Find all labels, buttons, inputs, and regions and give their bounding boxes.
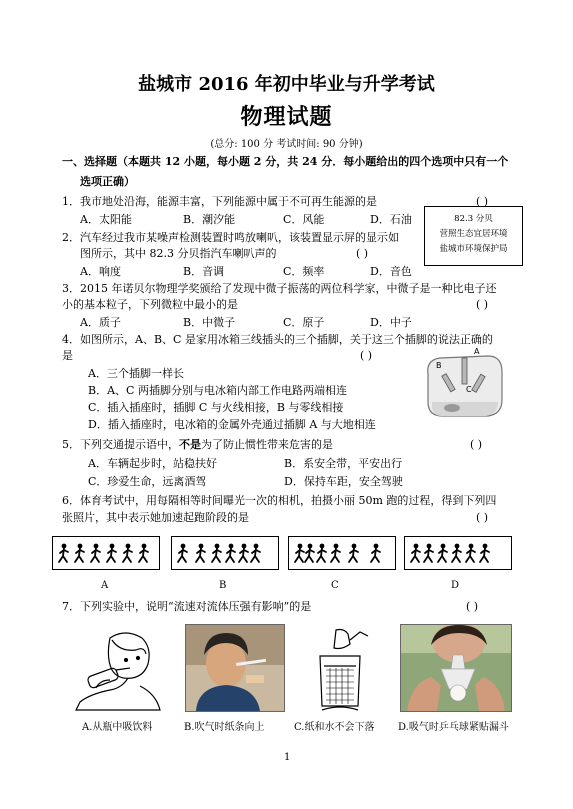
runner-figure (295, 544, 304, 562)
runner-figure (349, 544, 358, 562)
q7-figure-a-drinking (70, 628, 170, 712)
q2-stem-line2: 图所示，其中 82.3 分贝指汽车喇叭声的 (80, 247, 277, 260)
runner-figure (107, 544, 116, 562)
runner-figure (226, 544, 235, 562)
q3-option-c: C．原子 (283, 316, 325, 329)
runner-figure (371, 544, 380, 562)
q6-photo-strip-d (404, 536, 512, 570)
q3-option-a: A．质子 (80, 316, 121, 329)
q5-stem-pre: 5．下列交通提示语中， (62, 438, 179, 451)
q1-option-d: D．石油 (370, 213, 412, 226)
q5-option-b: B．系安全带，平安出行 (284, 457, 403, 470)
runner-figure (91, 544, 100, 562)
q2-stem-line1: 2．汽车经过我市某噪声检测装置时鸣放喇叭，该装置显示屏的显示如 (62, 231, 399, 244)
q6-stem-line1: 6．体育考试中，用每隔相等时间曝光一次的相机，拍摄小丽 50m 跑的过程，得到下列四 (62, 494, 497, 507)
section-heading-cont: 选项正确） (80, 175, 135, 188)
q2-option-c: C．频率 (283, 265, 325, 278)
q3-stem-line2: 小的基本粒子，下列微粒中最小的是 (62, 298, 238, 311)
q6-label-d: D (451, 580, 460, 591)
q6-photo-strip-a (52, 536, 160, 570)
exam-meta: (总分: 100 分 考试时间: 90 分钟) (210, 139, 363, 150)
runner-figure (452, 544, 461, 562)
q4-option-b: B．A、C 两插脚分别与电冰箱内部工作电路两端相连 (88, 384, 347, 397)
q2-answer-paren: ( ) (356, 247, 369, 260)
q7-caption-d: D.吸气时乒乓球紧贴漏斗 (398, 722, 509, 733)
noise-display-slogan: 营照生态宜居环境 (439, 229, 508, 239)
q1-option-c: C．风能 (283, 213, 325, 226)
q7-figure-d-funnel-ball (400, 624, 512, 712)
page-number: 1 (284, 752, 291, 763)
runner-figure (59, 544, 68, 562)
q3-stem-line1: 3．2015 年诺贝尔物理学奖颁给了发现中微子振荡的两位科学家，中微子是一种比电子还 (62, 282, 497, 295)
runner-figure (212, 544, 221, 562)
runner-figure (317, 544, 326, 562)
runner-figure (466, 544, 475, 562)
runner-figure (123, 544, 132, 562)
q1-option-a: A．太阳能 (80, 213, 132, 226)
runner-figure (251, 544, 260, 562)
section-heading: 一、选择题（本题共 12 小题，每小题 2 分，共 24 分．每小题给出的四个选项中只有一个 (62, 155, 509, 168)
q7-figure-c-paper-water (298, 626, 382, 712)
pin-label-b: B (436, 361, 442, 370)
q3-option-b: B．中微子 (183, 316, 236, 329)
runner-figure (139, 544, 148, 562)
q5-answer-paren: ( ) (470, 438, 483, 451)
q4-stem-line2: 是 (62, 349, 73, 362)
q5-stem-emphasis: 不是 (179, 438, 201, 451)
runner-figure (411, 544, 420, 562)
exam-subject: 物理试题 (240, 104, 333, 130)
q5-option-d: D．保持车距，安全驾驶 (284, 475, 403, 488)
runner-figure (75, 544, 84, 562)
q1-stem: 1．我市地处沿海，能源丰富，下列能源中属于不可再生能源的是 (62, 195, 377, 208)
q4-stem-line1: 4．如图所示，A、B、C 是家用冰箱三线插头的三个插脚，关于这三个插脚的说法正确的 (62, 333, 493, 346)
q7-caption-b: B.吹气时纸条向上 (184, 722, 265, 733)
q6-answer-paren: ( ) (476, 511, 489, 524)
q6-label-b: B (219, 580, 227, 591)
runner-figure (239, 544, 248, 562)
q6-photo-strip-c (288, 536, 396, 570)
three-pin-plug-figure (418, 344, 510, 424)
noise-display-figure (424, 206, 523, 266)
q7-caption-c: C.纸和水不会下落 (294, 722, 375, 733)
q5-option-c: C．珍爱生命，远离酒驾 (88, 475, 207, 488)
pin-label-c: C (466, 385, 472, 394)
q5-stem-post: 为了防止惯性带来危害的是 (201, 438, 333, 451)
q3-answer-paren: ( ) (476, 298, 489, 311)
q6-stem-line2: 张照片，其中表示她加速起跑阶段的是 (62, 511, 249, 524)
q4-answer-paren: ( ) (360, 349, 373, 362)
q5-stem (62, 438, 333, 452)
q2-option-d: D．音色 (370, 265, 412, 278)
runner-figure (480, 544, 489, 562)
q6-label-c: C (331, 580, 339, 591)
exam-title: 盐城市 2016 年初中毕业与升学考试 (138, 74, 435, 95)
pin-label-a: A (474, 347, 480, 356)
q6-photo-strip-b (171, 536, 279, 570)
runner-figure (438, 544, 447, 562)
q4-option-c: C．插入插座时，插脚 C 与火线相接，B 与零线相接 (88, 401, 344, 414)
q5-option-a: A．车辆起步时，站稳扶好 (88, 457, 217, 470)
noise-display-org: 盐城市环境保护局 (439, 244, 508, 254)
q6-label-a: A (101, 580, 109, 591)
runner-figure (305, 544, 314, 562)
q7-stem: 7．下列实验中，说明“流速对流体压强有影响”的是 (62, 600, 312, 613)
q3-option-d: D．中子 (370, 316, 412, 329)
runner-figure (331, 544, 340, 562)
runner-figure (178, 544, 187, 562)
runner-figure (424, 544, 433, 562)
q1-answer-paren: ( ) (476, 195, 489, 208)
q7-caption-a: A.从瓶中吸饮料 (82, 722, 153, 733)
q4-option-d: D．插入插座时，电冰箱的金属外壳通过插脚 A 与大地相连 (88, 418, 376, 431)
q2-option-a: A．响度 (80, 265, 121, 278)
q7-answer-paren: ( ) (466, 600, 479, 613)
q4-option-a: A．三个插脚一样长 (88, 367, 184, 380)
noise-display-value: 82.3 分贝 (454, 214, 493, 224)
q2-option-b: B．音调 (183, 265, 225, 278)
q7-figure-b-blowing-paper (185, 624, 285, 712)
q1-option-b: B．潮汐能 (183, 213, 236, 226)
runner-figure (196, 544, 205, 562)
